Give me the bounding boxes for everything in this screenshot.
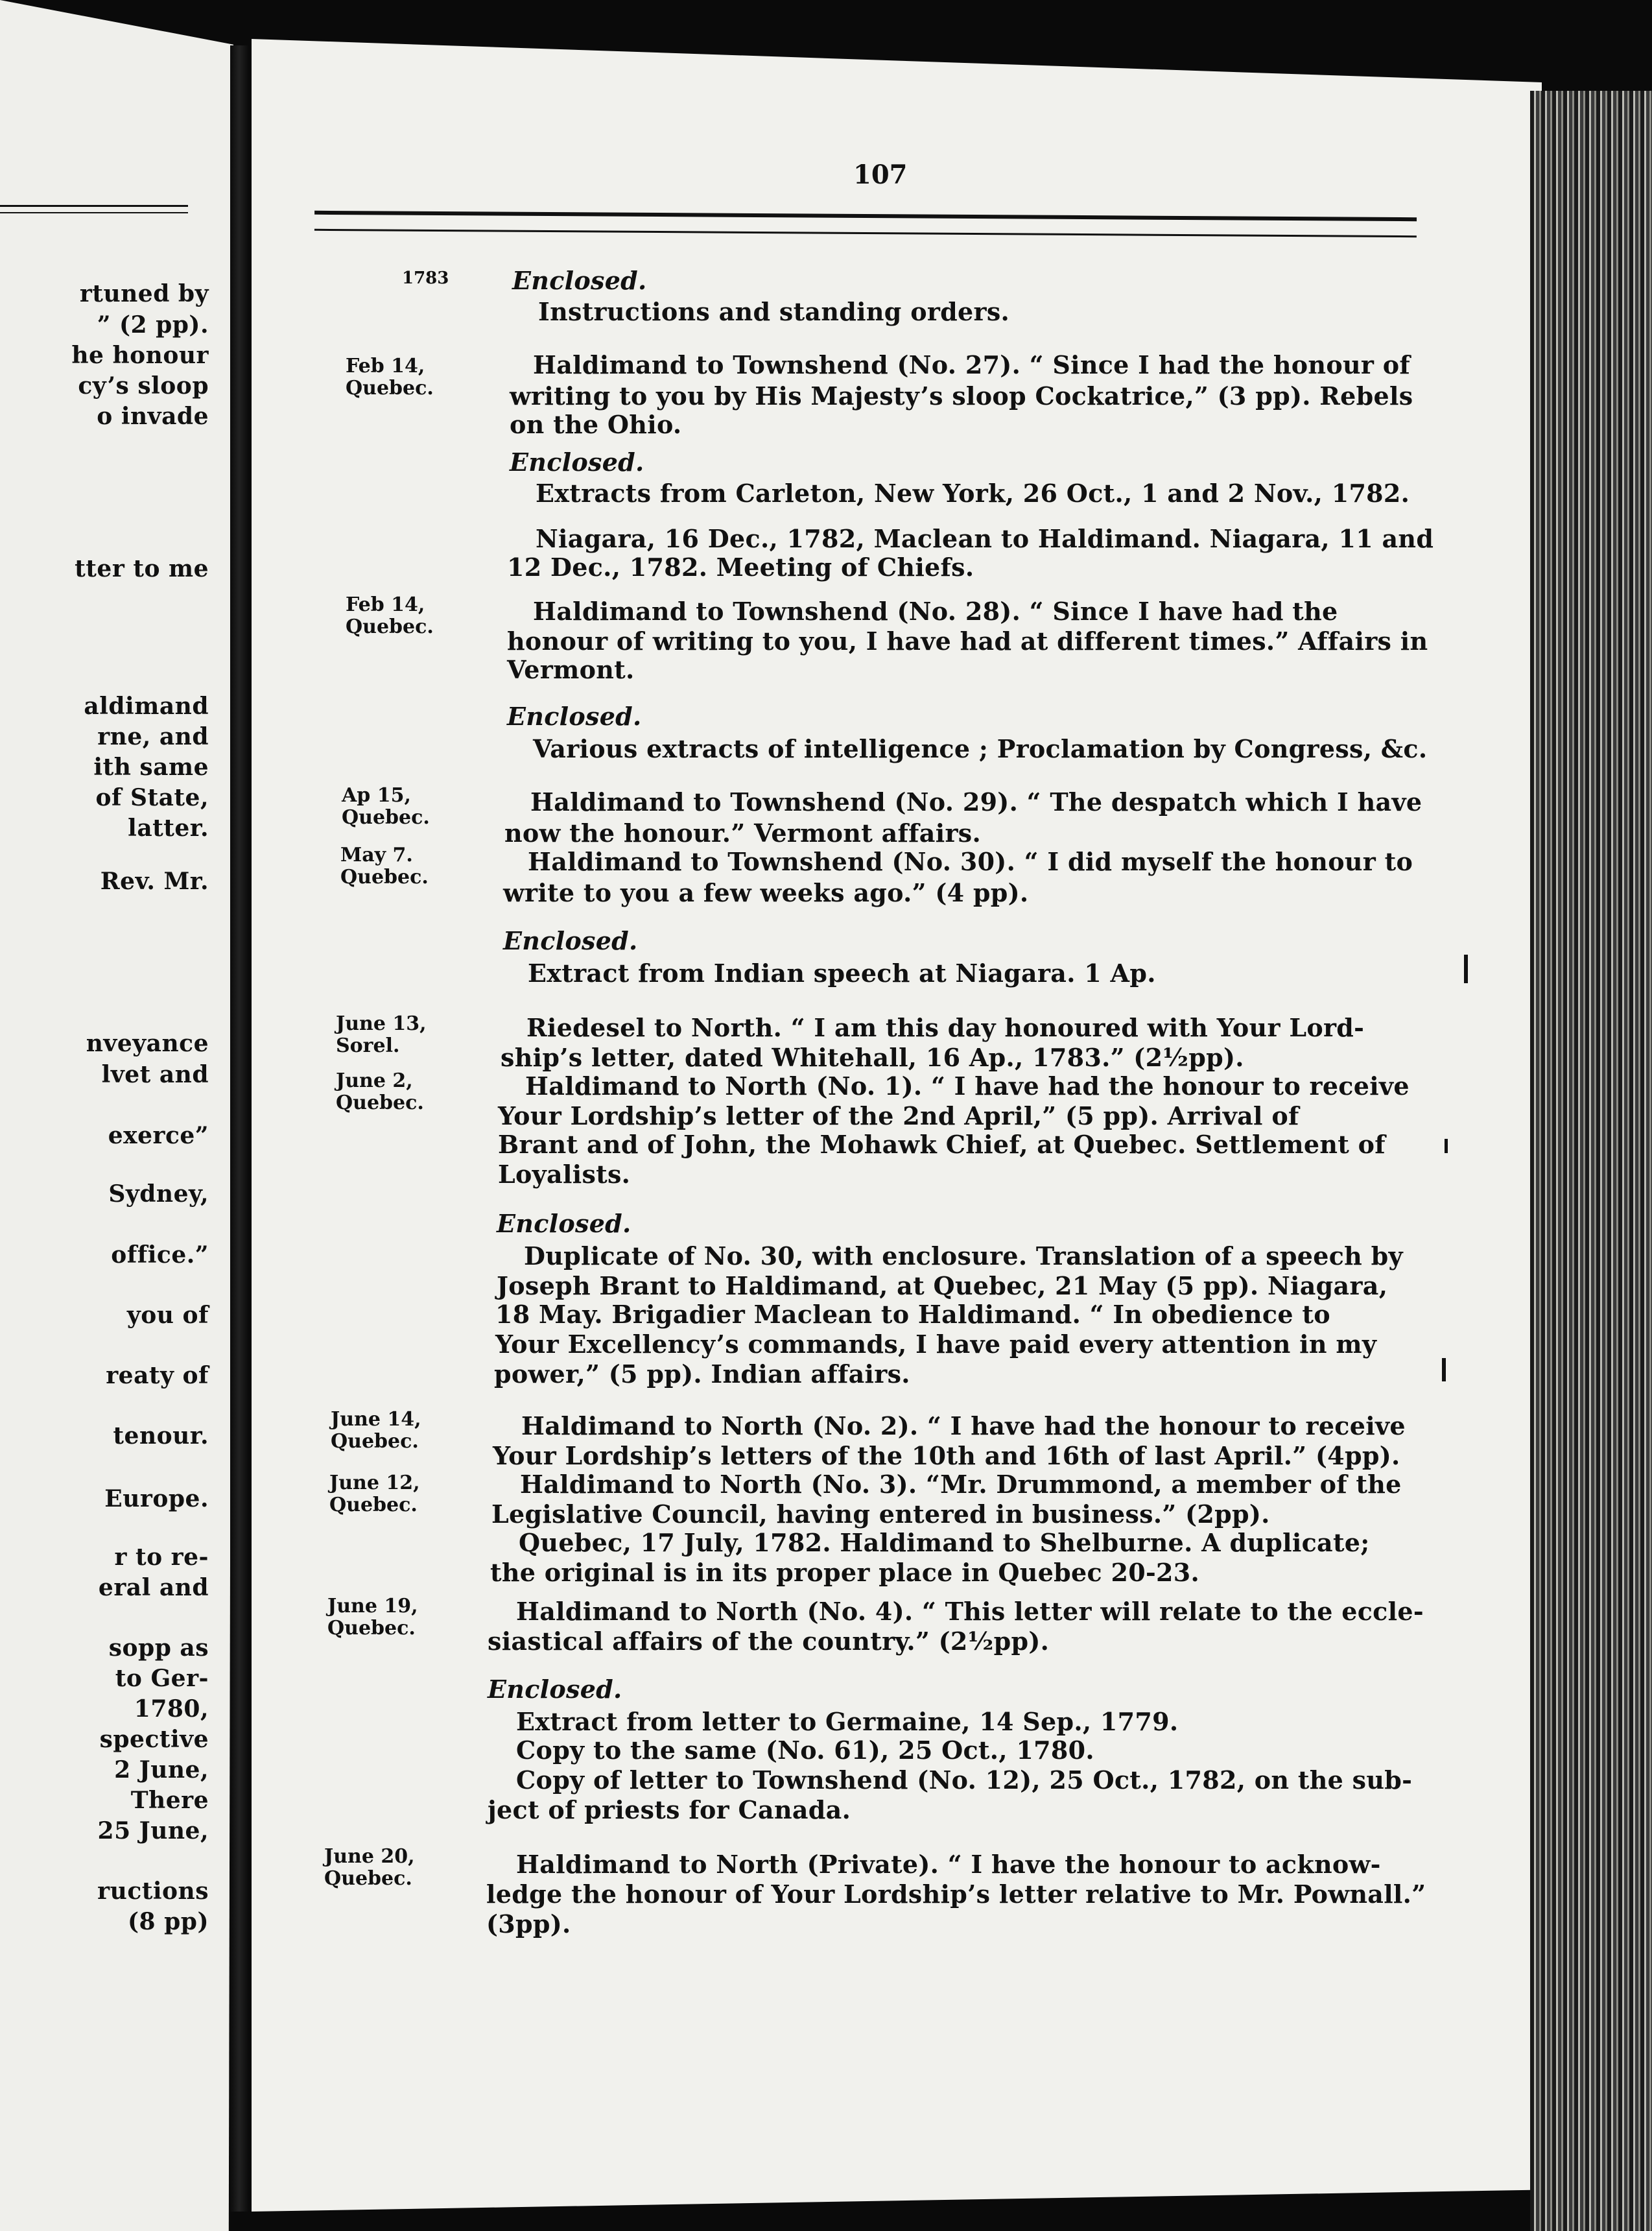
year-heading: 1783 [402, 268, 449, 288]
facing-page-line: ith same [93, 754, 209, 781]
text-line: (3pp). [486, 1909, 571, 1939]
text-line: on the Ohio. [510, 410, 682, 439]
text-line: 12 Dec., 1782. Meeting of Chiefs. [507, 553, 974, 582]
facing-page-line: aldimand [84, 693, 209, 720]
date-feb-14-a: Feb 14, Quebec. [346, 355, 434, 400]
enclosed-heading: Enclosed. [497, 1209, 631, 1238]
text-line: Haldimand to Townshend (No. 27). “ Since I had the honour of [533, 350, 1411, 379]
facing-page-line: rtuned by [79, 280, 209, 307]
facing-page-line: ” (2 pp). [97, 311, 209, 339]
facing-page-line: he honour [71, 342, 209, 369]
text-line: Riedesel to North. “ I am this day honoured with Your Lord- [526, 1013, 1365, 1042]
text-line: Vermont. [507, 655, 635, 684]
text-line: Extracts from Carleton, New York, 26 Oct., 1 and 2 Nov., 1782. [536, 479, 1410, 508]
facing-page-text [0, 0, 233, 2231]
text-line: Quebec, 17 July, 1782. Haldimand to Shelburne. A duplicate; [519, 1528, 1370, 1557]
date-june-19: June 19, Quebec. [327, 1595, 418, 1640]
date-june-13: June 13, Sorel. [336, 1012, 427, 1057]
facing-page-line: There [130, 1787, 209, 1814]
text-line: Joseph Brant to Haldimand, at Quebec, 21 May (5 pp). Niagara, [497, 1271, 1388, 1300]
date-june-12: June 12, Quebec. [329, 1472, 420, 1516]
facing-page-line: eral and [98, 1574, 209, 1601]
date-june-14: June 14, Quebec. [331, 1408, 421, 1453]
text-line: Haldimand to North (Private). “ I have the honour to acknow- [516, 1850, 1381, 1879]
facing-page-line: rne, and [97, 723, 209, 750]
text-line: honour of writing to you, I have had at different times.” Affairs in [507, 626, 1428, 656]
text-line: Haldimand to North (No. 4). “ This letter will relate to the eccle- [516, 1597, 1424, 1626]
date-june-2: June 2, Quebec. [336, 1069, 424, 1114]
text-line: Haldimand to North (No. 2). “ I have had the honour to receive [521, 1411, 1406, 1440]
page-stack-edge [1530, 91, 1652, 2231]
text-line: ledge the honour of Your Lordship’s letter relative to Mr. Pownall.” [486, 1879, 1426, 1909]
text-line: Legislative Council, having entered in business.” (2pp). [491, 1499, 1270, 1529]
facing-page-line: latter. [128, 815, 209, 842]
facing-page-line: exerce” [108, 1122, 209, 1149]
text-line: Duplicate of No. 30, with enclosure. Translation of a speech by [524, 1241, 1403, 1271]
date-june-20: June 20, Quebec. [324, 1845, 415, 1890]
facing-page-line: reaty of [106, 1362, 209, 1389]
text-line: Haldimand to North (No. 1). “ I have had the honour to receive [525, 1071, 1410, 1101]
text-line: Haldimand to Townshend (No. 28). “ Since I have had the [533, 597, 1338, 626]
facing-page-line: cy’s sloop [78, 372, 209, 400]
enclosed-heading: Enclosed. [507, 702, 642, 731]
facing-page-line: you of [126, 1302, 209, 1329]
margin-mark [1442, 1358, 1446, 1381]
book-gutter [230, 45, 248, 2212]
date-may-7: May 7. Quebec. [340, 844, 429, 889]
text-line: Your Lordship’s letters of the 10th and 16th of last April.” (4pp). [493, 1441, 1400, 1470]
text-line: the original is in its proper place in Quebec 20-23. [490, 1558, 1200, 1587]
text-line: ship’s letter, dated Whitehall, 16 Ap., 1783.” (2½pp). [501, 1043, 1244, 1072]
text-line: 18 May. Brigadier Maclean to Haldimand. “ In obedience to [495, 1300, 1330, 1329]
facing-page-line: 25 June, [97, 1817, 209, 1844]
enclosed-heading: Enclosed. [510, 447, 644, 477]
text-line: writing to you by His Majesty’s sloop Cockatrice,” (3 pp). Rebels [510, 381, 1413, 411]
enclosed-heading: Enclosed. [488, 1675, 622, 1704]
facing-page-line: lvet and [101, 1061, 209, 1088]
facing-page-line: 2 June, [114, 1756, 209, 1784]
facing-page-rule [0, 205, 188, 213]
text-line: Copy to the same (No. 61), 25 Oct., 1780. [516, 1736, 1094, 1765]
text-line: write to you a few weeks ago.” (4 pp). [503, 878, 1029, 907]
facing-page-line: 1780, [134, 1695, 209, 1723]
text-line: ject of priests for Canada. [488, 1795, 851, 1824]
facing-page-line: tter to me [75, 555, 209, 582]
text-line: Brant and of John, the Mohawk Chief, at Quebec. Settlement of [498, 1130, 1386, 1159]
text-line: Haldimand to North (No. 3). “Mr. Drummond, a member of the [520, 1470, 1402, 1499]
facing-page-line: Rev. Mr. [100, 868, 209, 895]
facing-page-line: to Ger- [115, 1665, 209, 1692]
facing-page-line: Europe. [104, 1485, 209, 1512]
facing-page-line: r to re- [114, 1544, 209, 1571]
margin-mark [1445, 1139, 1448, 1153]
enclosed-heading: Enclosed. [512, 266, 647, 295]
text-line: Haldimand to Townshend (No. 30). “ I did myself the honour to [528, 847, 1413, 876]
text-line: Extract from letter to Germaine, 14 Sep., 1779. [516, 1707, 1179, 1736]
facing-page-line: office.” [111, 1241, 209, 1269]
text-line: Loyalists. [498, 1160, 631, 1189]
text-line: Various extracts of intelligence ; Proclamation by Congress, &c. [533, 734, 1428, 763]
text-line: Extract from Indian speech at Niagara. 1 Ap. [528, 959, 1156, 988]
facing-page-line: Sydney, [108, 1180, 209, 1208]
text-line: Instructions and standing orders. [538, 297, 1010, 326]
text-line: siastical affairs of the country.” (2½pp). [488, 1627, 1050, 1656]
text-line: Your Excellency’s commands, I have paid every attention in my [495, 1330, 1377, 1359]
date-ap-15: Ap 15, Quebec. [342, 784, 430, 829]
margin-mark [1464, 955, 1468, 983]
facing-page-line: nveyance [86, 1030, 209, 1057]
page-number: 107 [853, 160, 908, 190]
facing-page-line: ructions [97, 1878, 209, 1905]
facing-page-line: of State, [95, 784, 209, 811]
facing-page-line: (8 pp) [128, 1908, 209, 1935]
text-line: power,” (5 pp). Indian affairs. [494, 1359, 910, 1389]
text-line: Copy of letter to Townshend (No. 12), 25 Oct., 1782, on the sub- [516, 1765, 1413, 1795]
facing-page-line: spective [99, 1726, 209, 1753]
text-line: now the honour.” Vermont affairs. [504, 818, 981, 848]
text-line: Your Lordship’s letter of the 2nd April,” (5 pp). Arrival of [498, 1101, 1299, 1130]
facing-page-line: sopp as [108, 1634, 209, 1662]
text-line: Niagara, 16 Dec., 1782, Maclean to Haldimand. Niagara, 11 and [536, 524, 1434, 553]
text-line: Haldimand to Townshend (No. 29). “ The despatch which I have [530, 787, 1422, 817]
enclosed-heading: Enclosed. [503, 926, 638, 955]
date-feb-14-b: Feb 14, Quebec. [346, 593, 434, 638]
facing-page-line: tenour. [113, 1422, 209, 1450]
facing-page-line: o invade [97, 403, 209, 430]
